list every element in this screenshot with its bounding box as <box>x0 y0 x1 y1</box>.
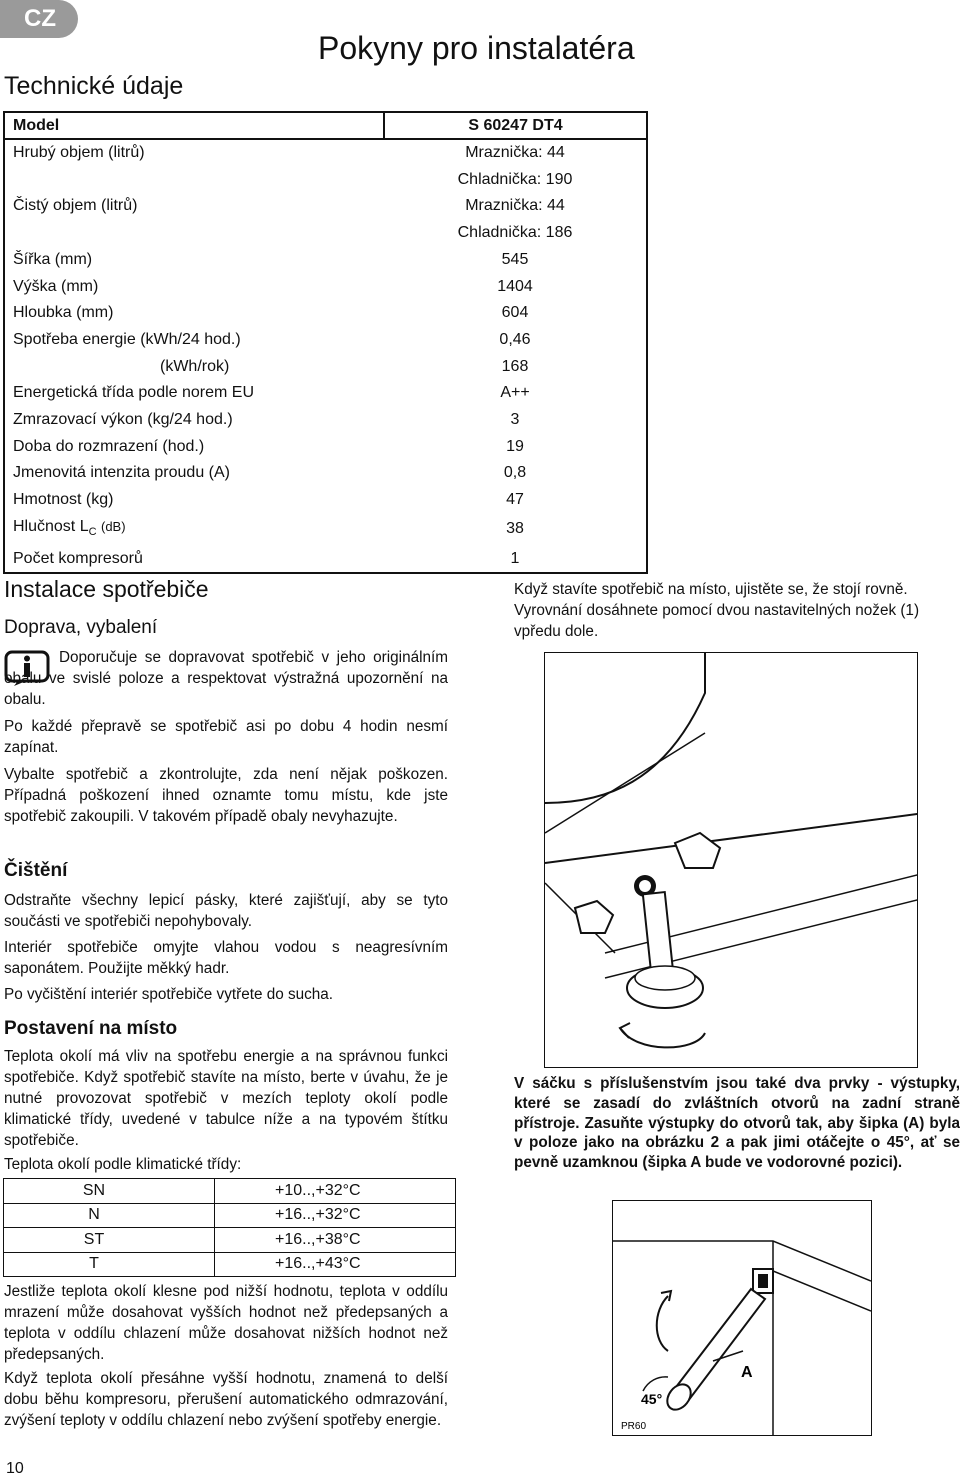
climate-class: SN <box>4 1179 215 1204</box>
table-row <box>4 300 647 327</box>
climate-label: Teplota okolí podle klimatické třídy: <box>4 1156 242 1173</box>
climate-table <box>3 1178 456 1277</box>
spacer-text: V sáčku s příslušenstvím jsou také dva prvky - výstupky, které se zasadí do zvláštních otvorů na zadní straně přístroje. Zasuňte výstupky do otvorů tak, aby šipka (A) byla v poloze jako na obrázku 2 a pak jimi otáčejte o 45°, ať se pevně uzamknou (šipka A bude ve vodorovné pozici). <box>514 1075 960 1172</box>
page-number: 10 <box>6 1460 24 1477</box>
spec-value: 1 <box>384 546 647 574</box>
table-row <box>4 354 647 381</box>
info-text: Doporučuje se dopravovat spotřebič v jeho originálním obalu ve svislé poloze a respektovat výstražná upozornění na obalu. <box>4 649 448 708</box>
spec-value: 0,8 <box>384 460 647 487</box>
cleaning-p2: Interiér spotřebiče omyjte vlahou vodou s neagresívním saponátem. Použijte měkký hadr. <box>4 939 448 977</box>
table-row <box>4 434 647 461</box>
spec-value: 604 <box>384 300 647 327</box>
spec-value: Chladnička: 190 <box>384 167 647 194</box>
transport-p2: Vybalte spotřebič a zkontrolujte, zda není nějak poškozen. Případná poškození ihned oznamte tomu místu, kde jste spotřebič zakoupili. V takovém případě obaly nevyhazujte. <box>4 766 448 825</box>
fig2-code: PR60 <box>621 1421 647 1432</box>
spec-label: Hmotnost (kg) <box>4 487 384 514</box>
table-row <box>4 193 647 220</box>
table-row <box>4 1252 456 1277</box>
placement-p3: Když teplota okolí přesáhne vyšší hodnotu, znamená to delší dobu běhu kompresoru, přerušení automatického odmrazování, zvýšení teploty v oddílu chlazení nebo zvýšení spotřeby energie. <box>4 1370 448 1429</box>
spec-label <box>4 167 384 194</box>
spec-value: Mraznička: 44 <box>384 193 647 220</box>
placement-p1: Teplota okolí má vliv na spotřebu energie a na správnou funkci spotřebiče. Když spotřebič stavíte na místo, berte v úvahu, že je nutné provozovat spotřebič v mezích teploty okolí podle klimatické třídy, uvedené v tabulce níže a na typovém štítku spotřebiče. <box>4 1048 448 1149</box>
table-row <box>4 247 647 274</box>
model-value: S 60247 DT4 <box>384 112 647 139</box>
table-row <box>4 1228 456 1253</box>
table-row <box>4 407 647 434</box>
spec-value: 3 <box>384 407 647 434</box>
climate-range: +16..,+32°C <box>215 1203 456 1228</box>
spec-label: Spotřeba energie (kWh/24 hod.) <box>4 327 384 354</box>
climate-range: +16..,+43°C <box>215 1252 456 1277</box>
spec-label: Výška (mm) <box>4 274 384 301</box>
table-row <box>4 327 647 354</box>
spec-label: Doba do rozmrazení (hod.) <box>4 434 384 461</box>
spec-label: Hloubka (mm) <box>4 300 384 327</box>
spec-value: Mraznička: 44 <box>384 139 647 167</box>
fig2-angle: 45° <box>641 1391 663 1407</box>
install-title: Instalace spotřebiče <box>4 576 209 602</box>
spec-label: Šířka (mm) <box>4 247 384 274</box>
placement-title: Postavení na místo <box>4 1018 178 1039</box>
figure-spacers <box>612 1200 872 1436</box>
spec-label: Čistý objem (litrů) <box>4 193 384 220</box>
climate-range: +10..,+32°C <box>215 1179 456 1204</box>
tech-table-header <box>4 112 647 139</box>
spec-value: 545 <box>384 247 647 274</box>
figure-leveling-feet <box>544 652 918 1068</box>
climate-class: ST <box>4 1228 215 1253</box>
table-row <box>4 546 647 574</box>
spec-label: Energetická třída podle norem EU <box>4 380 384 407</box>
spec-label: Hrubý objem (litrů) <box>4 139 384 167</box>
fig2-label-a: A <box>741 1364 753 1381</box>
tech-table <box>3 111 648 574</box>
spec-value: 38 <box>384 514 647 546</box>
spec-label <box>4 220 384 247</box>
spec-label: Hlučnost $L_C$ (dB) <box>4 514 384 546</box>
spec-label: Jmenovitá intenzita proudu (A) <box>4 460 384 487</box>
spec-value: Chladnička: 186 <box>384 220 647 247</box>
spec-value: 19 <box>384 434 647 461</box>
climate-class: T <box>4 1252 215 1277</box>
cleaning-p3: Po vyčištění interiér spotřebiče vytřete do sucha. <box>4 986 334 1003</box>
page-title: Pokyny pro instalatéra <box>318 30 635 66</box>
cleaning-title: Čištění <box>4 860 68 881</box>
level-text: Když stavíte spotřebič na místo, ujistěte se, že stojí rovně. Vyrovnání dosáhnete pomocí dvou nastavitelných nožek (1) vpředu dole. <box>514 581 920 640</box>
model-label: Model <box>4 112 384 139</box>
spec-label: Počet kompresorů <box>4 546 384 574</box>
language-badge: CZ <box>0 0 78 38</box>
transport-title: Doprava, vybalení <box>4 617 158 638</box>
tech-title: Technické údaje <box>4 72 184 100</box>
table-row <box>4 380 647 407</box>
table-row <box>4 1203 456 1228</box>
climate-range: +16..,+38°C <box>215 1228 456 1253</box>
cleaning-p1: Odstraňte všechny lepicí pásky, které zajišťují, aby se tyto součásti ve spotřebiči nepohybovaly. <box>4 892 448 930</box>
spec-value: 168 <box>384 354 647 381</box>
table-row <box>4 274 647 301</box>
climate-class: N <box>4 1203 215 1228</box>
spec-value: 0,46 <box>384 327 647 354</box>
transport-p1: Po každé přepravě se spotřebič asi po dobu 4 hodin nesmí zapínat. <box>4 718 448 756</box>
table-row <box>4 487 647 514</box>
spec-label: (kWh/rok) <box>4 354 384 381</box>
spec-value: 47 <box>384 487 647 514</box>
table-row <box>4 139 647 167</box>
spec-value: A++ <box>384 380 647 407</box>
table-row <box>4 514 647 546</box>
spec-label: Zmrazovací výkon (kg/24 hod.) <box>4 407 384 434</box>
table-row <box>4 1179 456 1204</box>
table-row <box>4 167 647 194</box>
placement-p2: Jestliže teplota okolí klesne pod nižší hodnotu, teplota v oddílu mrazení může dosahovat vyšších hodnot než předepsaných a teplota v oddílu chlazení může dosahovat nižších hodnot než předepsaných. <box>4 1283 448 1363</box>
table-row <box>4 220 647 247</box>
table-row <box>4 460 647 487</box>
spec-value: 1404 <box>384 274 647 301</box>
